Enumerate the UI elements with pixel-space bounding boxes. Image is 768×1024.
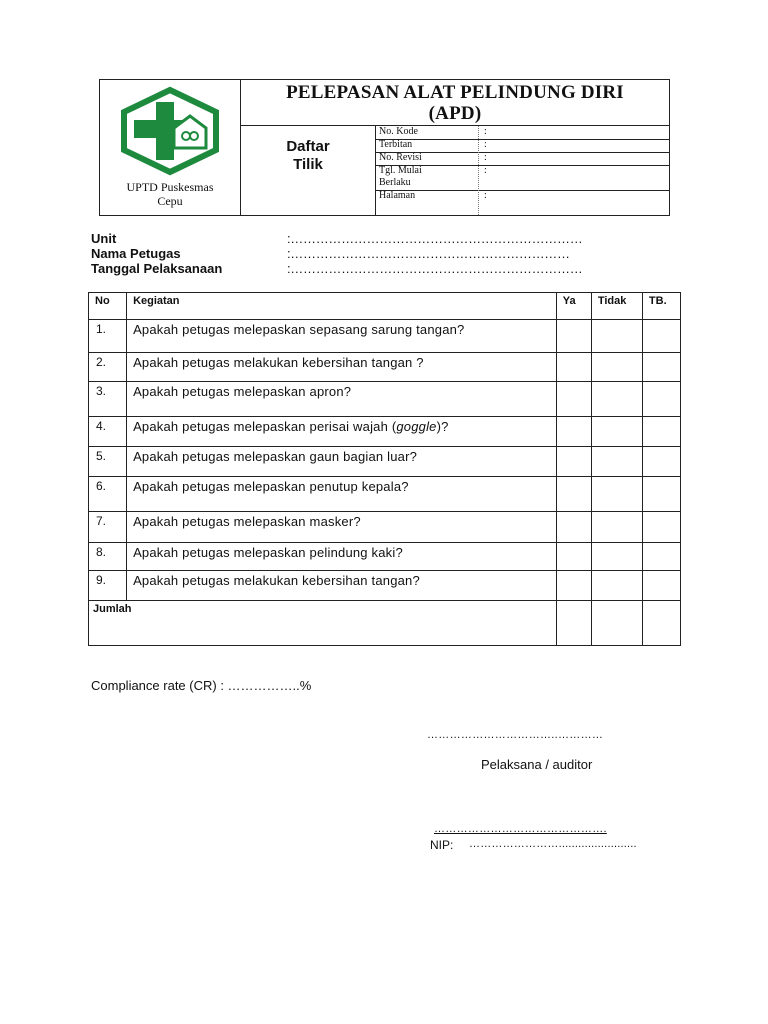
- row-number: 1.: [89, 320, 127, 353]
- signature-name-line: ……………………………………….: [434, 823, 607, 835]
- row-number: 3.: [89, 382, 127, 417]
- tb-cell[interactable]: [642, 320, 680, 353]
- row-number: 5.: [89, 447, 127, 477]
- meta-label: No. Kode: [379, 126, 418, 137]
- no-cell[interactable]: [591, 571, 642, 601]
- tb-cell[interactable]: [642, 353, 680, 382]
- row-number: 7.: [89, 512, 127, 543]
- title-line1: PELEPASAN ALAT PELINDUNG DIRI: [286, 82, 624, 103]
- yes-cell[interactable]: [556, 571, 591, 601]
- activity-text: Apakah petugas melepaskan perisai wajah (: [133, 419, 397, 434]
- total-no-cell[interactable]: [591, 601, 642, 646]
- org-name-line2: Cepu: [157, 194, 183, 208]
- meta-colon: :: [484, 152, 487, 163]
- meta-label: Tgl. Mulai: [379, 165, 422, 176]
- no-cell[interactable]: [591, 320, 642, 353]
- tb-cell[interactable]: [642, 543, 680, 571]
- row-activity: Apakah petugas melepaskan pelindung kaki?: [127, 543, 557, 571]
- row-number: 9.: [89, 571, 127, 601]
- row-number: 2.: [89, 353, 127, 382]
- tb-cell[interactable]: [642, 382, 680, 417]
- meta-row-page: [376, 190, 669, 215]
- header-yes: Ya: [556, 293, 591, 320]
- meta-divider: [478, 126, 479, 215]
- logo-cell: [100, 80, 241, 215]
- nip-label: NIP:: [430, 838, 454, 852]
- row-activity: Apakah petugas melepaskan penutup kepala?: [127, 477, 557, 512]
- checklist-table: [88, 292, 681, 646]
- meta-colon: :: [484, 139, 487, 150]
- yes-cell[interactable]: [556, 320, 591, 353]
- date-field[interactable]: :……………………………………………………………: [287, 261, 583, 276]
- header-no: No: [89, 293, 127, 320]
- table-row: [89, 417, 681, 447]
- officer-name-label: Nama Petugas: [91, 246, 181, 261]
- doc-type-line1: Daftar: [286, 138, 330, 155]
- nip-field: ……………………........................: [469, 838, 637, 850]
- yes-cell[interactable]: [556, 512, 591, 543]
- row-activity: Apakah petugas melepaskan apron?: [127, 382, 557, 417]
- no-cell[interactable]: [591, 447, 642, 477]
- yes-cell[interactable]: [556, 417, 591, 447]
- yes-cell[interactable]: [556, 477, 591, 512]
- meta-colon: :: [484, 190, 487, 201]
- signature-dots: ……………………………..…………: [427, 729, 604, 741]
- table-row: [89, 571, 681, 601]
- no-cell[interactable]: [591, 382, 642, 417]
- yes-cell[interactable]: [556, 447, 591, 477]
- activity-text-end: )?: [436, 419, 449, 434]
- row-activity: [127, 417, 557, 447]
- row-number: 8.: [89, 543, 127, 571]
- table-row: [89, 382, 681, 417]
- table-row: [89, 477, 681, 512]
- yes-cell[interactable]: [556, 543, 591, 571]
- row-number: 6.: [89, 477, 127, 512]
- meta-row-revision: [376, 152, 669, 166]
- row-activity: Apakah petugas melepaskan gaun bagian luar?: [127, 447, 557, 477]
- table-header-row: [89, 293, 681, 320]
- compliance-rate: Compliance rate (CR) : ……………..%: [91, 678, 312, 693]
- table-row: [89, 512, 681, 543]
- meta-colon: :: [484, 165, 487, 176]
- meta-row-code: [376, 126, 669, 140]
- officer-name-field[interactable]: :…………………………………………………………: [287, 246, 570, 261]
- table-row: [89, 320, 681, 353]
- row-activity: Apakah petugas melepaskan sepasang sarung tangan?: [127, 320, 557, 353]
- auditor-role: Pelaksana / auditor: [481, 757, 593, 772]
- tb-cell[interactable]: [642, 477, 680, 512]
- yes-cell[interactable]: [556, 382, 591, 417]
- no-cell[interactable]: [591, 477, 642, 512]
- no-cell[interactable]: [591, 543, 642, 571]
- table-row: [89, 543, 681, 571]
- header-tb: TB.: [642, 293, 680, 320]
- row-activity: Apakah petugas melakukan kebersihan tangan?: [127, 571, 557, 601]
- no-cell[interactable]: [591, 512, 642, 543]
- document-type: [241, 126, 376, 215]
- activity-emphasis: goggle: [396, 419, 437, 434]
- meta-label: Terbitan: [379, 139, 413, 150]
- tb-cell[interactable]: [642, 571, 680, 601]
- total-tb-cell[interactable]: [642, 601, 680, 646]
- doc-type-line2: Tilik: [293, 156, 323, 173]
- no-cell[interactable]: [591, 353, 642, 382]
- yes-cell[interactable]: [556, 353, 591, 382]
- document-header: [99, 79, 670, 216]
- unit-label: Unit: [91, 231, 117, 246]
- tb-cell[interactable]: [642, 417, 680, 447]
- total-row: [89, 601, 681, 646]
- org-name-line1: UPTD Puskesmas: [126, 180, 214, 194]
- row-activity: Apakah petugas melepaskan masker?: [127, 512, 557, 543]
- tb-cell[interactable]: [642, 447, 680, 477]
- row-number: 4.: [89, 417, 127, 447]
- total-yes-cell[interactable]: [556, 601, 591, 646]
- meta-row-edition: [376, 139, 669, 153]
- document-title: [241, 80, 669, 126]
- puskesmas-logo-icon: [120, 86, 220, 176]
- header-activity: Kegiatan: [127, 293, 557, 320]
- header-no-col: Tidak: [591, 293, 642, 320]
- table-row: [89, 447, 681, 477]
- meta-label: Halaman: [379, 190, 416, 201]
- meta-row-effective-date: [376, 165, 669, 191]
- tb-cell[interactable]: [642, 512, 680, 543]
- meta-label: No. Revisi: [379, 152, 422, 163]
- title-line2: (APD): [428, 103, 482, 124]
- no-cell[interactable]: [591, 417, 642, 447]
- meta-colon: :: [484, 126, 487, 137]
- row-activity: Apakah petugas melakukan kebersihan tangan ?: [127, 353, 557, 382]
- date-label: Tanggal Pelaksanaan: [91, 261, 223, 276]
- unit-field[interactable]: :……………………………………………………………: [287, 231, 583, 246]
- total-label: Jumlah: [89, 601, 557, 646]
- meta-label-cont: Berlaku: [379, 177, 411, 188]
- table-row: [89, 353, 681, 382]
